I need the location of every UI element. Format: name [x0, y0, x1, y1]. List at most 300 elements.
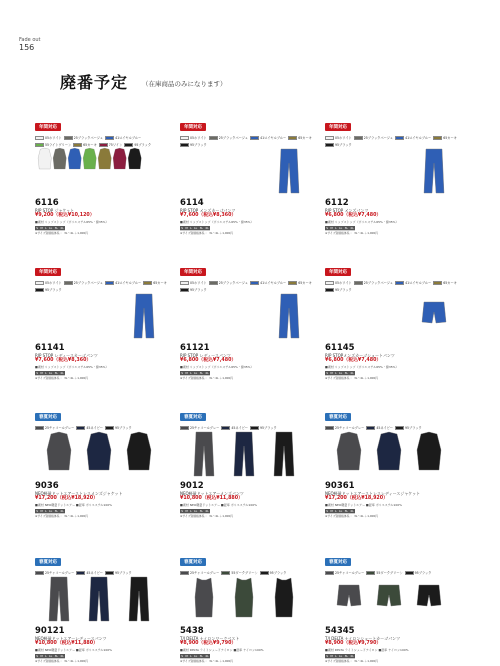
size-header-cell: 3L [344, 226, 348, 230]
material-specs: ■素材 NEO軽量ドットエアー ■混率 ポリエステル100% [35, 503, 113, 507]
size-header-cell: 3L [344, 654, 348, 658]
size-header-cell: M [40, 654, 43, 658]
size-header-cell: S [326, 226, 328, 230]
season-badge: 春夏対応 [180, 413, 206, 421]
swatch-label: 25チャコールグレー [45, 426, 75, 430]
product-card [35, 403, 173, 519]
swatch-chip [366, 426, 375, 430]
swatch-label: 41ロイヤルブルー [405, 136, 432, 140]
product-name: NEO軽量ドットエアーストレスレディースジャケット [325, 491, 421, 496]
material-specs: ■素材 リップストップ（ポリエステル65%・綿35%） [35, 365, 109, 369]
product-name: RIP STOP レディースカーゴパンツ [35, 353, 98, 358]
swatch-chip [366, 571, 375, 575]
product-card [325, 258, 463, 381]
size-header-cell: LL [194, 509, 198, 513]
swatch-label: 05ホワイト [335, 136, 352, 140]
color-swatch [64, 280, 103, 285]
swatch-chip [325, 143, 334, 147]
swatch-label: 45ネイビー [231, 426, 248, 430]
product-photo-area [35, 575, 173, 625]
size-header-cell: LL [49, 509, 53, 513]
swatch-label: 45ネイビー [86, 426, 103, 430]
size-header-cell: S [326, 509, 328, 513]
swatch-label: 25チャコールグレー [190, 571, 220, 575]
size-header-cell: L [335, 509, 337, 513]
color-swatch [325, 280, 352, 285]
size-price-note: ※サイズ別価格体系 ： 3L～4L ＋1,000円 [325, 376, 379, 380]
size-price-note: ※サイズ別価格体系 ： 3L～4L ＋1,000円 [180, 659, 234, 663]
size-header-cell: S [181, 509, 183, 513]
size-header-cell: L [190, 371, 192, 375]
product-card [325, 403, 463, 519]
color-swatch [288, 280, 312, 285]
product-price: ¥8,900（税込¥9,790） [325, 641, 382, 646]
product-name: RIP STOPメンズカーゴショートパンツ [325, 353, 395, 358]
color-swatch [250, 280, 286, 285]
swatch-chip [105, 426, 114, 430]
swatch-label: 95ブラック [335, 143, 352, 147]
swatch-label: 65カーキ [443, 281, 457, 285]
page-header [19, 37, 41, 51]
product-price: ¥17,200（税込¥18,920） [325, 496, 388, 501]
product-code: 5438 [180, 626, 204, 636]
size-header-cell: 4L [60, 509, 64, 513]
size-price-note: ※サイズ別価格体系 ： 3L～4L ＋1,000円 [325, 231, 379, 235]
size-header-cell: LL [339, 226, 343, 230]
swatch-label: 95ブラック [190, 288, 207, 292]
product-name: T/J DELTA ナイロンワークベスト [180, 636, 240, 641]
product-price: ¥6,800（税込¥7,480） [325, 213, 382, 218]
swatch-chip [180, 288, 189, 292]
size-price-note: ※サイズ別価格体系 ： 3L～4L ＋1,000円 [35, 231, 89, 235]
size-header-cell: L [190, 226, 192, 230]
size-header-cell: L [45, 371, 47, 375]
swatch-chip [64, 136, 73, 140]
product-code: 54345 [325, 626, 355, 636]
size-header-cell: 3L [54, 509, 58, 513]
swatch-label: 95ブラック [404, 426, 422, 430]
size-price-note: ※サイズ別価格体系 ： 3L～4L ＋1,000円 [180, 231, 234, 235]
size-header-cell: 3L [344, 371, 348, 375]
size-header-cell: M [330, 226, 333, 230]
product-card [35, 113, 173, 236]
season-badge: 年間対応 [325, 268, 351, 276]
size-header-cell: L [190, 654, 192, 658]
size-header-cell: M [40, 226, 43, 230]
material-specs: ■素材 リップストップ（ポリエステル65%・綿35%） [35, 220, 109, 224]
swatch-chip [180, 571, 189, 575]
material-specs: ■素材 リップストップ（ポリエステル65%・綿35%） [325, 220, 399, 224]
product-photo-area [325, 575, 463, 625]
size-price-note: ※サイズ別価格体系 ： 3L～4L ＋1,000円 [35, 376, 89, 380]
swatch-label: 41ロイヤルブルー [260, 136, 287, 140]
product-code: 61121 [180, 343, 210, 353]
swatch-chip [209, 281, 218, 285]
size-header-cell: S [326, 654, 328, 658]
swatch-label: 65カーキ [298, 136, 312, 140]
swatch-chip [35, 288, 44, 292]
color-swatches [180, 135, 318, 147]
color-swatch [325, 135, 352, 140]
swatch-chip [433, 136, 442, 140]
product-card [325, 548, 463, 664]
product-price: ¥8,900（税込¥9,790） [180, 641, 237, 646]
season-badge: 春夏対応 [35, 413, 61, 421]
product-card [35, 258, 173, 381]
season-badge: 年間対応 [325, 123, 351, 131]
size-header-cell: L [45, 509, 47, 513]
product-code: 61141 [35, 343, 65, 353]
size-header-cell: 4L [60, 654, 64, 658]
size-header-cell: 3L [199, 654, 203, 658]
swatch-label: 45ネイビー [86, 571, 103, 575]
product-image [180, 147, 310, 197]
swatch-label: 95ブラック [114, 571, 132, 575]
color-swatch [288, 135, 312, 140]
swatch-chip [288, 281, 297, 285]
size-header-cell: LL [339, 654, 343, 658]
swatch-chip [209, 136, 218, 140]
color-swatch [395, 280, 431, 285]
product-code: 6116 [35, 198, 59, 208]
swatch-chip [35, 426, 44, 430]
season-badge: 年間対応 [35, 268, 61, 276]
product-name: RIP STOP メンズパンツ [325, 208, 369, 213]
size-header-cell: S [181, 226, 183, 230]
swatch-chip [35, 571, 44, 575]
swatch-chip [99, 143, 108, 147]
size-price-note: ※サイズ別価格体系 ： 3L～4L ＋1,000円 [180, 376, 234, 380]
material-specs: ■素材 リップストップ（ポリエステル65%・綿35%） [180, 220, 254, 224]
swatch-chip [288, 136, 297, 140]
size-header-cell: LL [194, 654, 198, 658]
size-price-note: ※サイズ別価格体系 ： 3L～4L ＋1,000円 [35, 514, 89, 518]
size-price-note: ※サイズ別価格体系 ： 3L～4L ＋1,000円 [325, 659, 379, 663]
size-header-cell: 3L [199, 371, 203, 375]
swatch-label: 25ブラックベージュ [363, 281, 394, 285]
swatch-label: 95ブラック [190, 143, 207, 147]
swatch-chip [35, 143, 44, 147]
swatch-label: 55ダークグリーン [231, 571, 258, 575]
product-price: ¥17,200（税込¥18,920） [35, 496, 98, 501]
swatch-chip [124, 143, 133, 147]
swatch-chip [405, 571, 414, 575]
swatch-chip [250, 136, 259, 140]
size-header-cell: LL [194, 226, 198, 230]
product-card [180, 258, 318, 381]
swatch-chip [180, 281, 189, 285]
product-name: RIP STOP レディースパンツ [180, 353, 231, 358]
product-price: ¥10,800（税込¥11,880） [180, 496, 243, 501]
season-badge: 春夏対応 [325, 413, 351, 421]
swatch-chip [354, 281, 363, 285]
product-name: NEO軽量ドットエアーストレスメンズジャケット [35, 491, 123, 496]
swatch-chip [64, 281, 73, 285]
swatch-chip [76, 571, 85, 575]
swatch-label: 95ブラック [259, 426, 277, 430]
swatch-chip [180, 426, 189, 430]
swatch-label: 05ホワイト [45, 136, 62, 140]
size-header-cell: 4L [205, 654, 209, 658]
product-photo-area [35, 147, 173, 197]
swatch-chip [76, 426, 85, 430]
product-photo-area [180, 575, 318, 625]
color-swatch [354, 135, 393, 140]
swatch-chip [325, 426, 334, 430]
color-swatches [325, 280, 463, 292]
product-name: NEO軽量ドットエアーレディースパンツ [35, 636, 107, 641]
size-header-cell: M [185, 654, 188, 658]
size-header-cell: L [190, 509, 192, 513]
product-code: 90121 [35, 626, 65, 636]
swatch-chip [35, 136, 44, 140]
product-image [325, 147, 455, 197]
swatch-label: 41ロイヤルブルー [405, 281, 432, 285]
size-header-cell: 3L [54, 371, 58, 375]
season-badge: 年間対応 [35, 123, 61, 131]
product-price: ¥7,600（税込¥8,360） [180, 213, 237, 218]
season-badge: 春夏対応 [180, 558, 206, 566]
size-header-cell: L [45, 654, 47, 658]
swatch-label: 55ダークグリーン [376, 571, 403, 575]
color-swatch [209, 135, 248, 140]
swatch-label: 65カーキ [298, 281, 312, 285]
material-specs: ■素材 DELTA ライトシェードナイロン ■混率 ナイロン100% [180, 648, 264, 652]
swatch-label: 55ライトグリーン [45, 143, 72, 147]
swatch-chip [250, 426, 259, 430]
swatch-label: 25ブラックベージュ [218, 281, 249, 285]
size-header-cell: M [40, 371, 43, 375]
swatch-label: 65カーキ [83, 143, 97, 147]
color-swatch [143, 280, 167, 285]
product-photo-area [325, 430, 463, 480]
swatch-label: 25チャコールグレー [190, 426, 220, 430]
size-header-cell: LL [49, 654, 53, 658]
product-photo-area [35, 292, 173, 342]
product-photo-area [35, 430, 173, 480]
size-header-cell: M [330, 654, 333, 658]
section-label: Fade out [19, 37, 41, 43]
swatch-chip [395, 426, 404, 430]
product-code: 90361 [325, 481, 355, 491]
color-swatch [209, 280, 248, 285]
swatch-label: 05ホワイト [190, 136, 207, 140]
product-price: ¥6,800（税込¥7,480） [325, 358, 382, 363]
product-name: RIP STOP メンズカーゴパンツ [180, 208, 236, 213]
size-header-cell: LL [339, 509, 343, 513]
swatch-label: 65カーキ [153, 281, 167, 285]
material-specs: ■素材 NEO軽量ドットエアー ■混率 ポリエステル100% [180, 503, 258, 507]
size-header-cell: 4L [350, 371, 354, 375]
material-specs: ■素材 DELTA ライトシェードナイロン ■混率 ナイロン100% [325, 648, 409, 652]
swatch-label: 25ブラックベージュ [73, 136, 104, 140]
product-code: 9012 [180, 481, 204, 491]
size-header-cell: S [326, 371, 328, 375]
size-header-cell: 4L [60, 371, 64, 375]
color-swatch [180, 135, 207, 140]
swatch-label: 25ブラックベージュ [73, 281, 104, 285]
size-header-cell: 4L [350, 226, 354, 230]
swatch-label: 05ホワイト [190, 281, 207, 285]
product-price: ¥10,800（税込¥11,880） [35, 641, 98, 646]
product-name: T/J DELTA ナイロンショートカーゴパンツ [325, 636, 401, 641]
swatch-chip [180, 143, 189, 147]
product-code: 61145 [325, 343, 355, 353]
swatch-chip [105, 281, 114, 285]
season-badge: 春夏対応 [35, 558, 61, 566]
color-swatches [35, 135, 173, 147]
size-header-cell: M [40, 509, 43, 513]
size-header-cell: M [185, 371, 188, 375]
size-price-note: ※サイズ別価格体系 ： 3L～4L ＋1,000円 [180, 514, 234, 518]
product-image [35, 575, 165, 625]
product-card [180, 548, 318, 664]
product-image [35, 147, 165, 197]
color-swatch [35, 280, 62, 285]
size-price-note: ※サイズ別価格体系 ： 3L～4L ＋1,000円 [35, 659, 89, 663]
swatch-label: 41ロイヤルブルー [115, 281, 142, 285]
swatch-chip [250, 281, 259, 285]
swatch-chip [395, 281, 404, 285]
material-specs: ■素材 NEO軽量ドットエアー ■混率 ポリエステル100% [35, 648, 113, 652]
size-price-note: ※サイズ別価格体系 ： 3L～4L ＋1,000円 [325, 514, 379, 518]
swatch-chip [325, 288, 334, 292]
product-code: 6112 [325, 198, 349, 208]
season-badge: 年間対応 [180, 268, 206, 276]
size-header-cell: S [36, 654, 38, 658]
product-photo-area [325, 147, 463, 197]
swatch-chip [260, 571, 269, 575]
product-image [325, 292, 455, 342]
swatch-chip [105, 571, 114, 575]
size-header-cell: 3L [54, 226, 58, 230]
swatch-label: 41ロイヤルブルー [115, 136, 142, 140]
swatch-chip [221, 571, 230, 575]
swatch-label: 95ブラック [114, 426, 132, 430]
product-photo-area [325, 292, 463, 342]
swatch-label: 95ブラック [335, 288, 352, 292]
swatch-label: 41ロイヤルブルー [260, 281, 287, 285]
product-image [180, 575, 310, 625]
material-specs: ■素材 リップストップ（ポリエステル65%・綿35%） [180, 365, 254, 369]
swatch-chip [73, 143, 82, 147]
size-header-cell: S [36, 226, 38, 230]
material-specs: ■素材 リップストップ（ポリエステル65%・綿35%） [325, 365, 399, 369]
size-header-cell: LL [194, 371, 198, 375]
swatch-chip [354, 136, 363, 140]
page-number: 156 [19, 43, 35, 52]
product-image [180, 292, 310, 342]
product-name: NEO軽量ドットエアーメンズパンツ [180, 491, 244, 496]
size-header-cell: S [181, 371, 183, 375]
product-photo-area [180, 430, 318, 480]
size-header-cell: L [335, 226, 337, 230]
swatch-label: 95ブラック [134, 143, 152, 147]
swatch-chip [143, 281, 152, 285]
size-header-cell: 3L [344, 509, 348, 513]
product-price: ¥6,800（税込¥7,480） [180, 358, 237, 363]
color-swatch [354, 280, 393, 285]
product-code: 9036 [35, 481, 59, 491]
color-swatch [105, 135, 141, 140]
color-swatch [395, 135, 431, 140]
product-photo-area [180, 292, 318, 342]
size-header-cell: 3L [54, 654, 58, 658]
product-image [35, 430, 165, 480]
product-image [35, 292, 165, 342]
page-subtitle: （在庫商品のみになります） [142, 80, 227, 88]
size-header-cell: 4L [205, 371, 209, 375]
swatch-chip [395, 136, 404, 140]
color-swatch [433, 135, 457, 140]
swatch-label: 25チャコールグレー [45, 571, 75, 575]
swatch-label: 25ブラックベージュ [218, 136, 249, 140]
product-image [325, 575, 455, 625]
color-swatches [180, 280, 318, 292]
swatch-chip [433, 281, 442, 285]
swatch-chip [221, 426, 230, 430]
product-price: ¥9,200（税込¥10,120） [35, 213, 95, 218]
color-swatch [180, 280, 207, 285]
size-header-cell: M [185, 509, 188, 513]
size-header-cell: L [335, 654, 337, 658]
size-header-cell: S [181, 654, 183, 658]
swatch-label: 25チャコールグレー [335, 426, 365, 430]
swatch-chip [325, 281, 334, 285]
size-header-cell: LL [49, 371, 53, 375]
material-specs: ■素材 NEO軽量ドットエアー ■混率 ポリエステル100% [325, 503, 403, 507]
swatch-chip [105, 136, 114, 140]
size-header-cell: M [330, 509, 333, 513]
color-swatches [35, 280, 173, 292]
product-card [35, 548, 173, 664]
product-price: ¥7,600（税込¥8,360） [35, 358, 92, 363]
product-name: RIP STOP ジャケット [35, 208, 75, 213]
color-swatch [105, 280, 141, 285]
season-badge: 春夏対応 [325, 558, 351, 566]
size-header-cell: 4L [60, 226, 64, 230]
product-photo-area [180, 147, 318, 197]
product-image [180, 430, 310, 480]
size-header-cell: 3L [199, 509, 203, 513]
product-card [325, 113, 463, 236]
swatch-chip [325, 571, 334, 575]
color-swatch [64, 135, 103, 140]
product-card [180, 113, 318, 236]
size-header-cell: L [45, 226, 47, 230]
size-header-cell: 4L [350, 509, 354, 513]
swatch-label: 75ワイン [108, 143, 123, 147]
size-header-cell: 3L [199, 226, 203, 230]
page-title: 廃番予定 [60, 73, 129, 92]
swatch-label: 05ホワイト [335, 281, 352, 285]
swatch-label: 95ブラック [45, 288, 62, 292]
size-header-cell: 4L [205, 509, 209, 513]
swatch-chip [35, 281, 44, 285]
size-header-cell: 4L [350, 654, 354, 658]
swatch-label: 45ネイビー [376, 426, 393, 430]
swatch-label: 95ブラック [414, 571, 432, 575]
size-header-cell: M [330, 371, 333, 375]
size-header-cell: L [335, 371, 337, 375]
swatch-label: 25ブラックベージュ [363, 136, 394, 140]
swatch-label: 95ブラック [269, 571, 287, 575]
color-swatch [250, 135, 286, 140]
size-header-cell: 4L [205, 226, 209, 230]
season-badge: 年間対応 [180, 123, 206, 131]
swatch-label: 25チャコールグレー [335, 571, 365, 575]
swatch-label: 65カーキ [443, 136, 457, 140]
